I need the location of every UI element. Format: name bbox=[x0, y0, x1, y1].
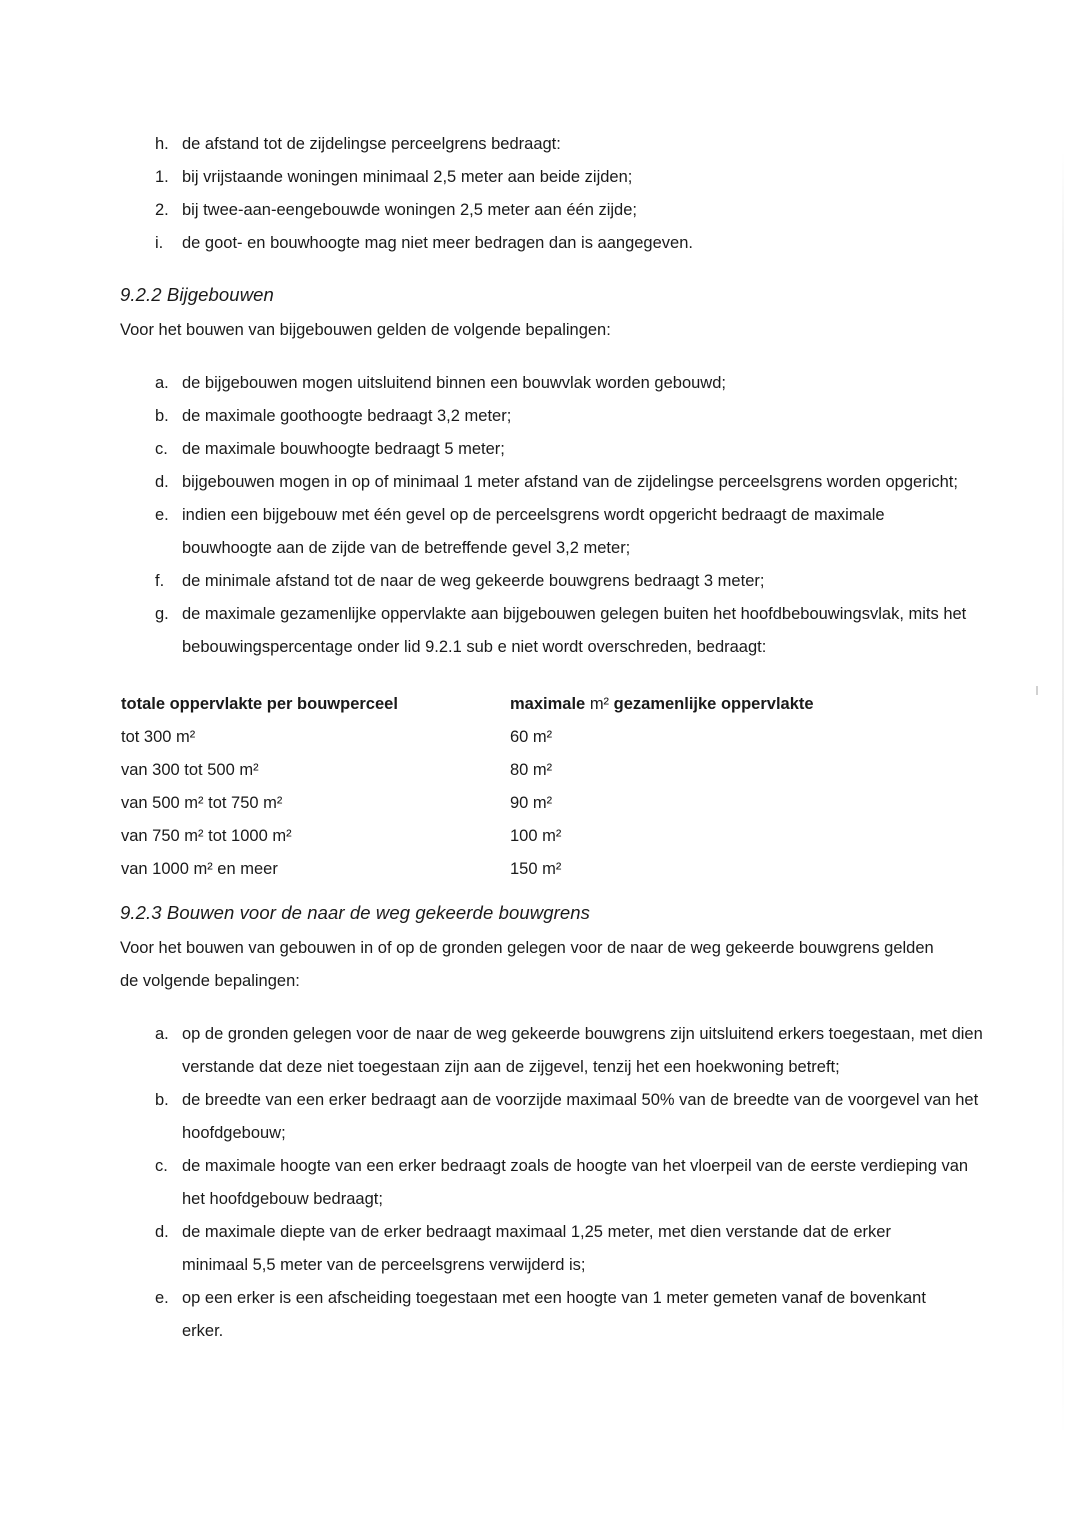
list-marker: g. bbox=[155, 605, 169, 623]
list-marker: i. bbox=[155, 234, 164, 252]
table-row bbox=[121, 853, 1080, 886]
list-item bbox=[155, 565, 972, 598]
section-intro-923: Voor het bouwen van gebouwen in of op de gronden gelegen voor de naar de weg gekeerde bouwgrens gelden de volgende bepalingen: bbox=[120, 939, 934, 990]
list-item-text: bij vrijstaande woningen minimaal 2,5 meter aan beide zijden; bbox=[182, 168, 633, 186]
list-item bbox=[155, 161, 982, 194]
list-item bbox=[155, 1282, 962, 1348]
table-header-col2 bbox=[510, 688, 814, 721]
surface-area-table bbox=[0, 688, 1080, 886]
section-heading-922: 9.2.2 Bijgebouwen bbox=[120, 284, 274, 305]
list-item bbox=[155, 1084, 982, 1150]
list-item-text: de minimale afstand tot de naar de weg gekeerde bouwgrens bedraagt 3 meter; bbox=[182, 572, 765, 590]
provisions-list-923 bbox=[0, 1018, 1080, 1348]
list-item bbox=[155, 466, 972, 499]
list-item-text: de maximale bouwhoogte bedraagt 5 meter; bbox=[182, 440, 505, 458]
table-cell-max: 100 m² bbox=[510, 827, 562, 845]
list-item bbox=[155, 433, 972, 466]
list-marker: e. bbox=[155, 506, 169, 524]
table-cell-range: van 1000 m² en meer bbox=[121, 860, 278, 878]
list-item bbox=[155, 367, 972, 400]
table-row bbox=[121, 787, 1080, 820]
list-item bbox=[155, 1216, 952, 1282]
table-cell-max: 60 m² bbox=[510, 728, 553, 746]
list-marker: c. bbox=[155, 440, 168, 458]
table-row bbox=[121, 721, 1080, 754]
table-row bbox=[121, 754, 1080, 787]
list-item-text: de breedte van een erker bedraagt aan de voorzijde maximaal 50% van de breedte van de voorgevel van het hoofdgebouw; bbox=[182, 1091, 979, 1142]
list-item-text: op de gronden gelegen voor de naar de weg gekeerde bouwgrens zijn uitsluitend erkers toegestaan, met dien verstande dat deze niet toegestaan zijn aan de zijgevel, tenzij het een hoekwoning betreft; bbox=[182, 1025, 983, 1076]
list-marker: a. bbox=[155, 1025, 169, 1043]
list-item-text: de maximale goothoogte bedraagt 3,2 meter; bbox=[182, 407, 512, 425]
list-marker: e. bbox=[155, 1289, 169, 1307]
list-item-text: de maximale gezamenlijke oppervlakte aan bijgebouwen gelegen buiten het hoofdbebouwingsvlak, mits het bebouwingspercentage onder lid 9.2.1 sub e niet wordt overschreden, bedraagt: bbox=[182, 605, 967, 656]
list-marker: d. bbox=[155, 473, 169, 491]
table-cell-range: tot 300 m² bbox=[121, 728, 196, 746]
numbered-sublist bbox=[0, 161, 1080, 227]
list-item bbox=[155, 194, 982, 227]
table-cell-max: 150 m² bbox=[510, 860, 562, 878]
list-item-text: bij twee-aan-eengebouwde woningen 2,5 meter aan één zijde; bbox=[182, 201, 637, 219]
list-item-text: de maximale diepte van de erker bedraagt maximaal 1,25 meter, met dien verstande dat de erker minimaal 5,5 meter van de perceelsgrens verwijderd is; bbox=[182, 1223, 891, 1274]
list-item bbox=[155, 1018, 992, 1084]
section-intro-922: Voor het bouwen van bijgebouwen gelden de volgende bepalingen: bbox=[120, 321, 611, 339]
list-item bbox=[155, 499, 972, 565]
list-marker: 2. bbox=[155, 201, 169, 219]
list-item-text: de afstand tot de zijdelingse perceelgrens bedraagt: bbox=[182, 135, 561, 153]
list-marker: 1. bbox=[155, 168, 169, 186]
list-item-text: de maximale hoogte van een erker bedraagt zoals de hoogte van het vloerpeil van de eerste verdieping van het hoofdgebouw bedraagt; bbox=[182, 1157, 969, 1208]
table-cell-max: 90 m² bbox=[510, 794, 553, 812]
list-item bbox=[155, 128, 982, 161]
table-header-col1: totale oppervlakte per bouwperceel bbox=[121, 695, 398, 713]
list-item bbox=[155, 1150, 982, 1216]
table-header-col2-unit: m² bbox=[589, 695, 610, 713]
table-header-col2-post: gezamenlijke oppervlakte bbox=[609, 695, 814, 713]
list-item-text: op een erker is een afscheiding toegestaan met een hoogte van 1 meter gemeten vanaf de bovenkant erker. bbox=[182, 1289, 926, 1340]
list-marker: f. bbox=[155, 572, 165, 590]
table-cell-range: van 500 m² tot 750 m² bbox=[121, 794, 283, 812]
provisions-list-922 bbox=[0, 367, 1080, 664]
list-marker: h. bbox=[155, 135, 169, 153]
list-item-text: de bijgebouwen mogen uitsluitend binnen een bouwvlak worden gebouwd; bbox=[182, 374, 726, 392]
list-item-text: indien een bijgebouw met één gevel op de perceelsgrens wordt opgericht bedraagt de maximale bouwhoogte aan de zijde van de betreffende gevel 3,2 meter; bbox=[182, 506, 885, 557]
table-row bbox=[121, 820, 1080, 853]
continued-list bbox=[0, 128, 1080, 260]
list-item bbox=[155, 598, 972, 664]
table-cell-max: 80 m² bbox=[510, 761, 553, 779]
section-heading-923: 9.2.3 Bouwen voor de naar de weg gekeerde bouwgrens bbox=[120, 902, 590, 923]
list-marker: b. bbox=[155, 407, 169, 425]
table-cell-range: van 300 tot 500 m² bbox=[121, 761, 259, 779]
list-marker: a. bbox=[155, 374, 169, 392]
list-marker: c. bbox=[155, 1157, 168, 1175]
table-header-row bbox=[121, 688, 1080, 721]
list-item-text: bijgebouwen mogen in op of minimaal 1 meter afstand van de zijdelingse perceelsgrens worden opgericht; bbox=[182, 473, 958, 491]
table-header-col2-pre: maximale bbox=[510, 695, 590, 713]
table-cell-range: van 750 m² tot 1000 m² bbox=[121, 827, 292, 845]
list-marker: b. bbox=[155, 1091, 169, 1109]
list-item bbox=[155, 227, 982, 260]
list-item-text: de goot- en bouwhoogte mag niet meer bedragen dan is aangegeven. bbox=[182, 234, 693, 252]
list-item bbox=[155, 400, 972, 433]
list-marker: d. bbox=[155, 1223, 169, 1241]
